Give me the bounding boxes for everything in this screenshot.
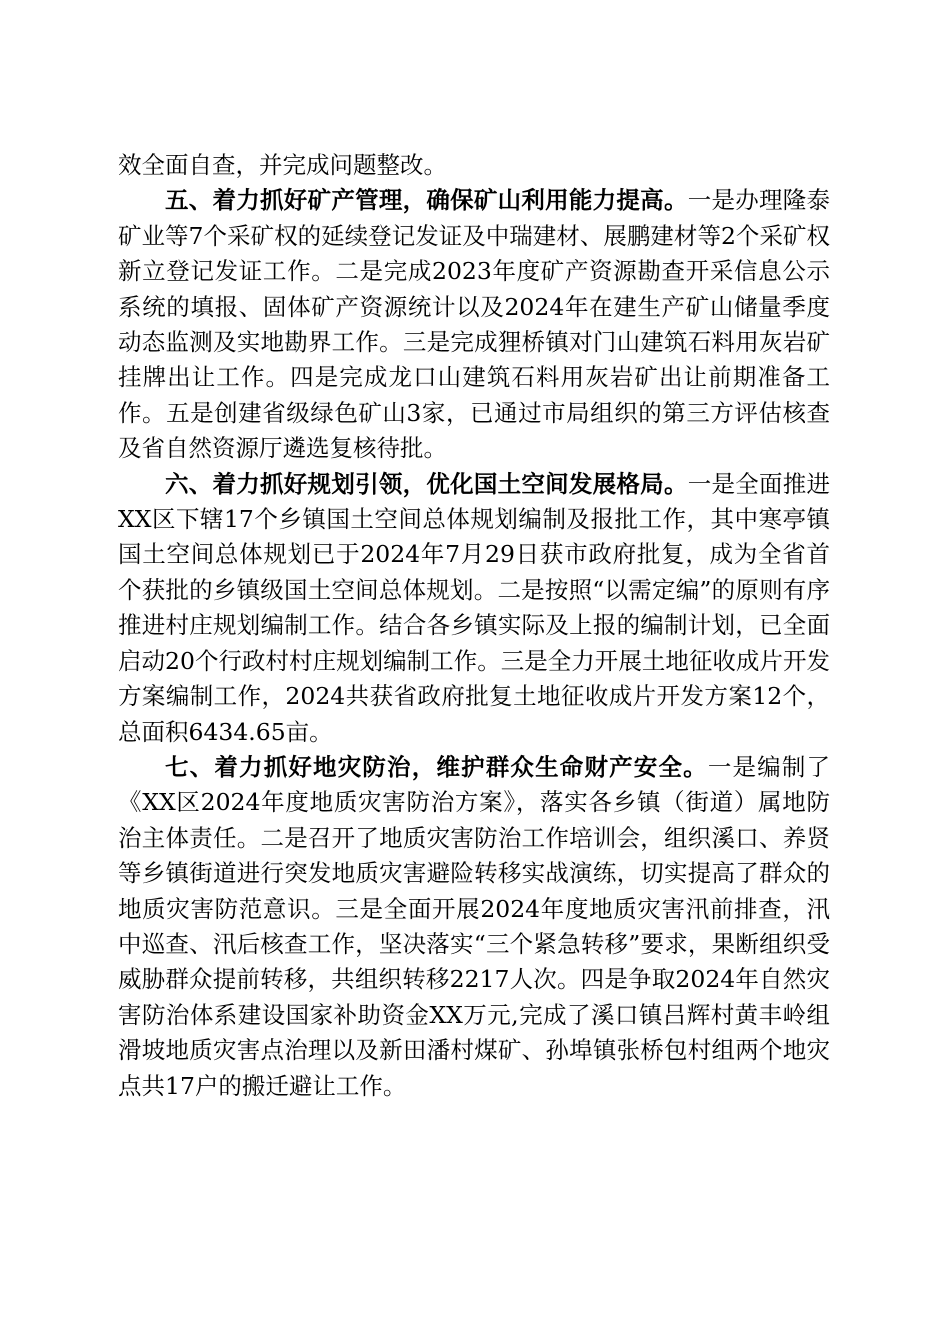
section-seven-heading: 七、着力抓好地灾防治，维护群众生命财产安全。 xyxy=(165,752,708,781)
section-seven-body: 一是编制了《XX区2024年度地质灾害防治方案》，落实各乡镇（街道）属地防治主体责任。二是召开了地质灾害防治工作培训会，组织溪口、养贤等乡镇街道进行突发地质灾害避险转移实战演练，切实提高了群众的地质灾害防范意识。三是全面开展2024年度地质灾害汛前排查，汛中巡查、汛后核查工作，坚决落实“三个紧急转移”要求，果断组织受威胁群众提前转移，共组织转移2217人次。四是争取2024年自然灾害防治体系建设国家补助资金XX万元,完成了溪口镇吕辉村黄丰岭组滑坡地质灾害点治理以及新田潘村煤矿、孙埠镇张桥包村组两个地灾点共17户的搬迁避让工作。 xyxy=(118,752,831,1100)
continuation-paragraph: 效全面自查，并完成问题整改。 xyxy=(118,151,447,179)
section-six-body: 一是全面推进XX区下辖17个乡镇国土空间总体规划编制及报批工作，其中寒亭镇国土空间总体规划已于2024年7月29日获市政府批复，成为全省首个获批的乡镇级国土空间总体规划。二是按照“以需定编”的原则有序推进村庄规划编制工作。结合各乡镇实际及上报的编制计划，已全面启动20个行政村村庄规划编制工作。三是全力开展土地征收成片开发方案编制工作，2024共获省政府批复土地征收成片开发方案12个，总面积6434.65亩。 xyxy=(118,469,830,746)
document-body xyxy=(118,148,830,1104)
section-seven-paragraph xyxy=(118,750,830,1104)
section-five-paragraph xyxy=(118,183,830,466)
section-five-heading: 五、着力抓好矿产管理，确保矿山利用能力提高。 xyxy=(165,186,688,215)
section-five-body: 一是办理隆泰矿业等7个采矿权的延续登记发证及中瑞建材、展鹏建材等2个采矿权新立登记发证工作。二是完成2023年度矿产资源勘查开采信息公示系统的填报、固体矿产资源统计以及2024年在建生产矿山储量季度动态监测及实地勘界工作。三是完成狸桥镇对门山建筑石料用灰岩矿挂牌出让工作。四是完成龙口山建筑石料用灰岩矿出让前期准备工作。五是创建省级绿色矿山3家，已通过市局组织的第三方评估核查及省自然资源厅遴选复核待批。 xyxy=(118,186,830,463)
section-six-paragraph xyxy=(118,467,830,750)
section-six-heading: 六、着力抓好规划引领，优化国土空间发展格局。 xyxy=(165,469,688,498)
